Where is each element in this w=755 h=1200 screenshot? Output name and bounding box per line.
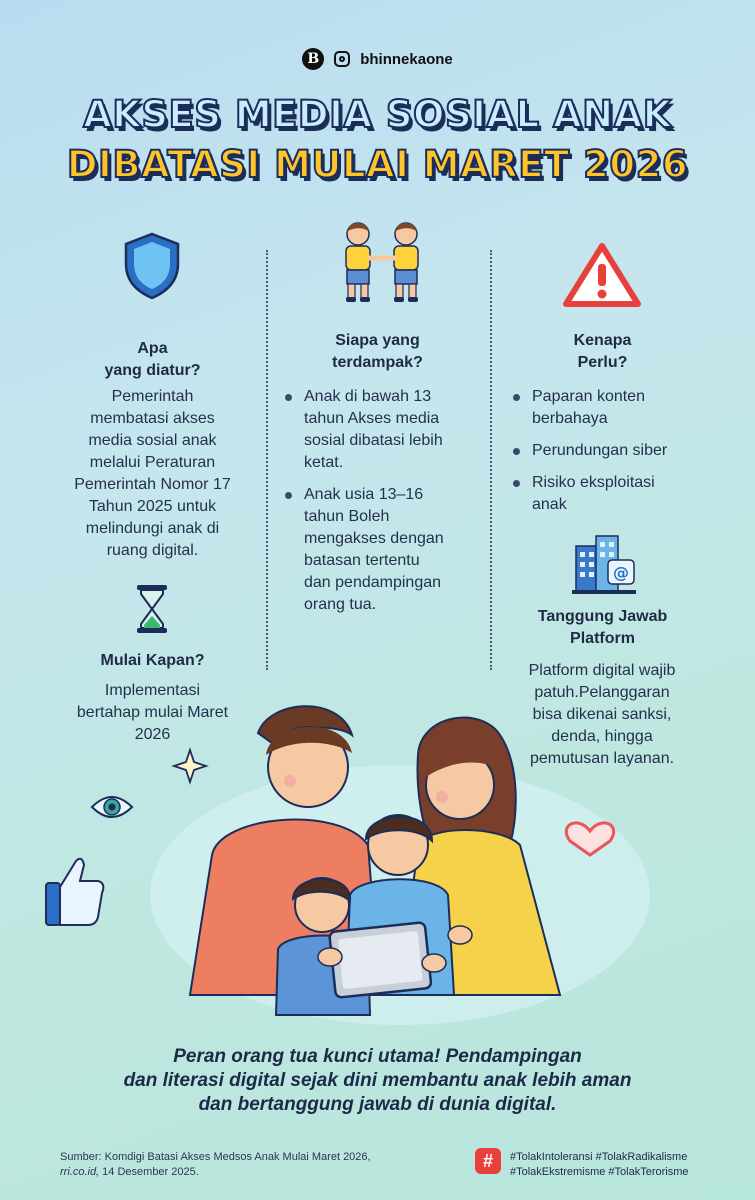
platform-body-line: pemutusan layanan. [529, 750, 675, 767]
platform-title-line2: Platform [570, 630, 635, 647]
bullet-line: Perundungan siber [532, 442, 668, 459]
when-body-line: Implementasi [104, 682, 201, 699]
bullet-line: ketat. [304, 454, 344, 471]
when-title: Mulai Kapan? [100, 652, 205, 669]
list-item [282, 386, 487, 474]
brand-bar [0, 48, 755, 70]
col1-body-line: Pemerintah Nomor 17 [74, 476, 231, 493]
sparkle-icon [174, 750, 206, 782]
hashtag-icon: # [475, 1148, 501, 1174]
closing-line: dan bertanggung jawab di dunia digital. [198, 1094, 557, 1115]
svg-text:@: @ [613, 563, 629, 582]
platform-body-line: Platform digital wajib [528, 662, 676, 679]
hashtags-line-2: #TolakEkstremisme #TolakTerorisme [510, 1166, 689, 1178]
col2-title [285, 330, 470, 374]
brand-handle: bhinnekaone [360, 50, 453, 68]
bullet-line: anak [532, 496, 567, 513]
platform-body-line: patuh.Pelanggaran [534, 684, 670, 701]
bullet-line: dan pendampingan [304, 574, 442, 591]
list-item [510, 440, 720, 462]
bullet-line: orang tua. [304, 596, 377, 613]
bullet-line: sosial dibatasi lebih [304, 432, 443, 449]
platform-title-line1: Tanggung Jawab [537, 608, 668, 625]
bullet-line: Paparan konten [532, 388, 645, 405]
warning-icon [562, 242, 642, 308]
col3-title [510, 330, 695, 374]
bullet-line: tahun Boleh [304, 508, 390, 525]
list-item [510, 472, 720, 516]
col3-bullets [510, 386, 720, 526]
eye-icon [92, 797, 132, 817]
col1-title-line2: yang diatur? [104, 362, 201, 379]
closing-line: Peran orang tua kunci utama! Pendampingan [173, 1046, 582, 1067]
col1-body-line: melindungi anak di [85, 520, 220, 537]
col1-title [60, 338, 245, 382]
brand-logo: B [302, 48, 324, 70]
source-date: 14 Desember 2025. [99, 1166, 199, 1178]
platform-title [500, 606, 705, 650]
when-body-line: 2026 [134, 726, 171, 743]
col1-body-line: Pemerintah [111, 388, 194, 405]
platform-body-line: denda, hingga [551, 728, 653, 745]
title-line-1: AKSES MEDIA SOSIAL ANAK [83, 93, 672, 136]
hourglass-icon [135, 584, 169, 634]
family-with-tablet-illustration [40, 695, 740, 1025]
column-divider [266, 250, 268, 670]
instagram-icon [334, 51, 350, 67]
platform-body-line: bisa dikenai sanksi, [532, 706, 672, 723]
source-line-2 [60, 1165, 371, 1180]
source-site: rri.co.id, [60, 1166, 100, 1178]
bullet-line: Anak usia 13–16 [304, 486, 424, 503]
col2-title-line1: Siapa yang [335, 332, 420, 349]
hashtags [510, 1150, 689, 1180]
bullet-line: Anak di bawah 13 [304, 388, 432, 405]
column-divider [490, 250, 492, 670]
list-item [282, 484, 487, 616]
title-line-2: DIBATASI MULAI MARET 2026 [66, 143, 689, 186]
col1-body-line: melalui Peraturan [89, 454, 216, 471]
shield-icon [122, 232, 182, 300]
col1-body-line: media sosial anak [88, 432, 217, 449]
closing-message [0, 1045, 755, 1117]
hashtags-line-1: #TolakIntoleransi #TolakRadikalisme [510, 1151, 688, 1163]
col3-title-line2: Perlu? [577, 354, 628, 371]
bullet-line: mengakses dengan [304, 530, 444, 547]
bullet-line: Risiko eksploitasi [532, 474, 655, 491]
when-body-line: bertahap mulai Maret [76, 704, 229, 721]
bullet-line: berbahaya [532, 410, 608, 427]
bullet-line: batasan tertentu [304, 552, 420, 569]
col1-body-line: ruang digital. [106, 542, 199, 559]
col3-title-line1: Kenapa [573, 332, 632, 349]
col2-bullets [282, 386, 487, 626]
list-item [510, 386, 720, 430]
closing-line: dan literasi digital sejak dini membantu anak lebih aman [123, 1070, 632, 1091]
children-icon [332, 218, 432, 304]
col1-body [40, 386, 265, 562]
col1-body-line: membatasi akses [90, 410, 215, 427]
col2-title-line2: terdampak? [332, 354, 423, 371]
platform-building-icon [572, 532, 636, 596]
col1-body-line: Tahun 2025 untuk [88, 498, 217, 515]
col1-title-line1: Apa [137, 340, 168, 357]
source-line-1: Sumber: Komdigi Batasi Akses Medsos Anak Mulai Maret 2026, [60, 1151, 371, 1163]
source-note [60, 1150, 371, 1180]
like-icon [46, 859, 103, 925]
bullet-line: tahun Akses media [304, 410, 440, 427]
